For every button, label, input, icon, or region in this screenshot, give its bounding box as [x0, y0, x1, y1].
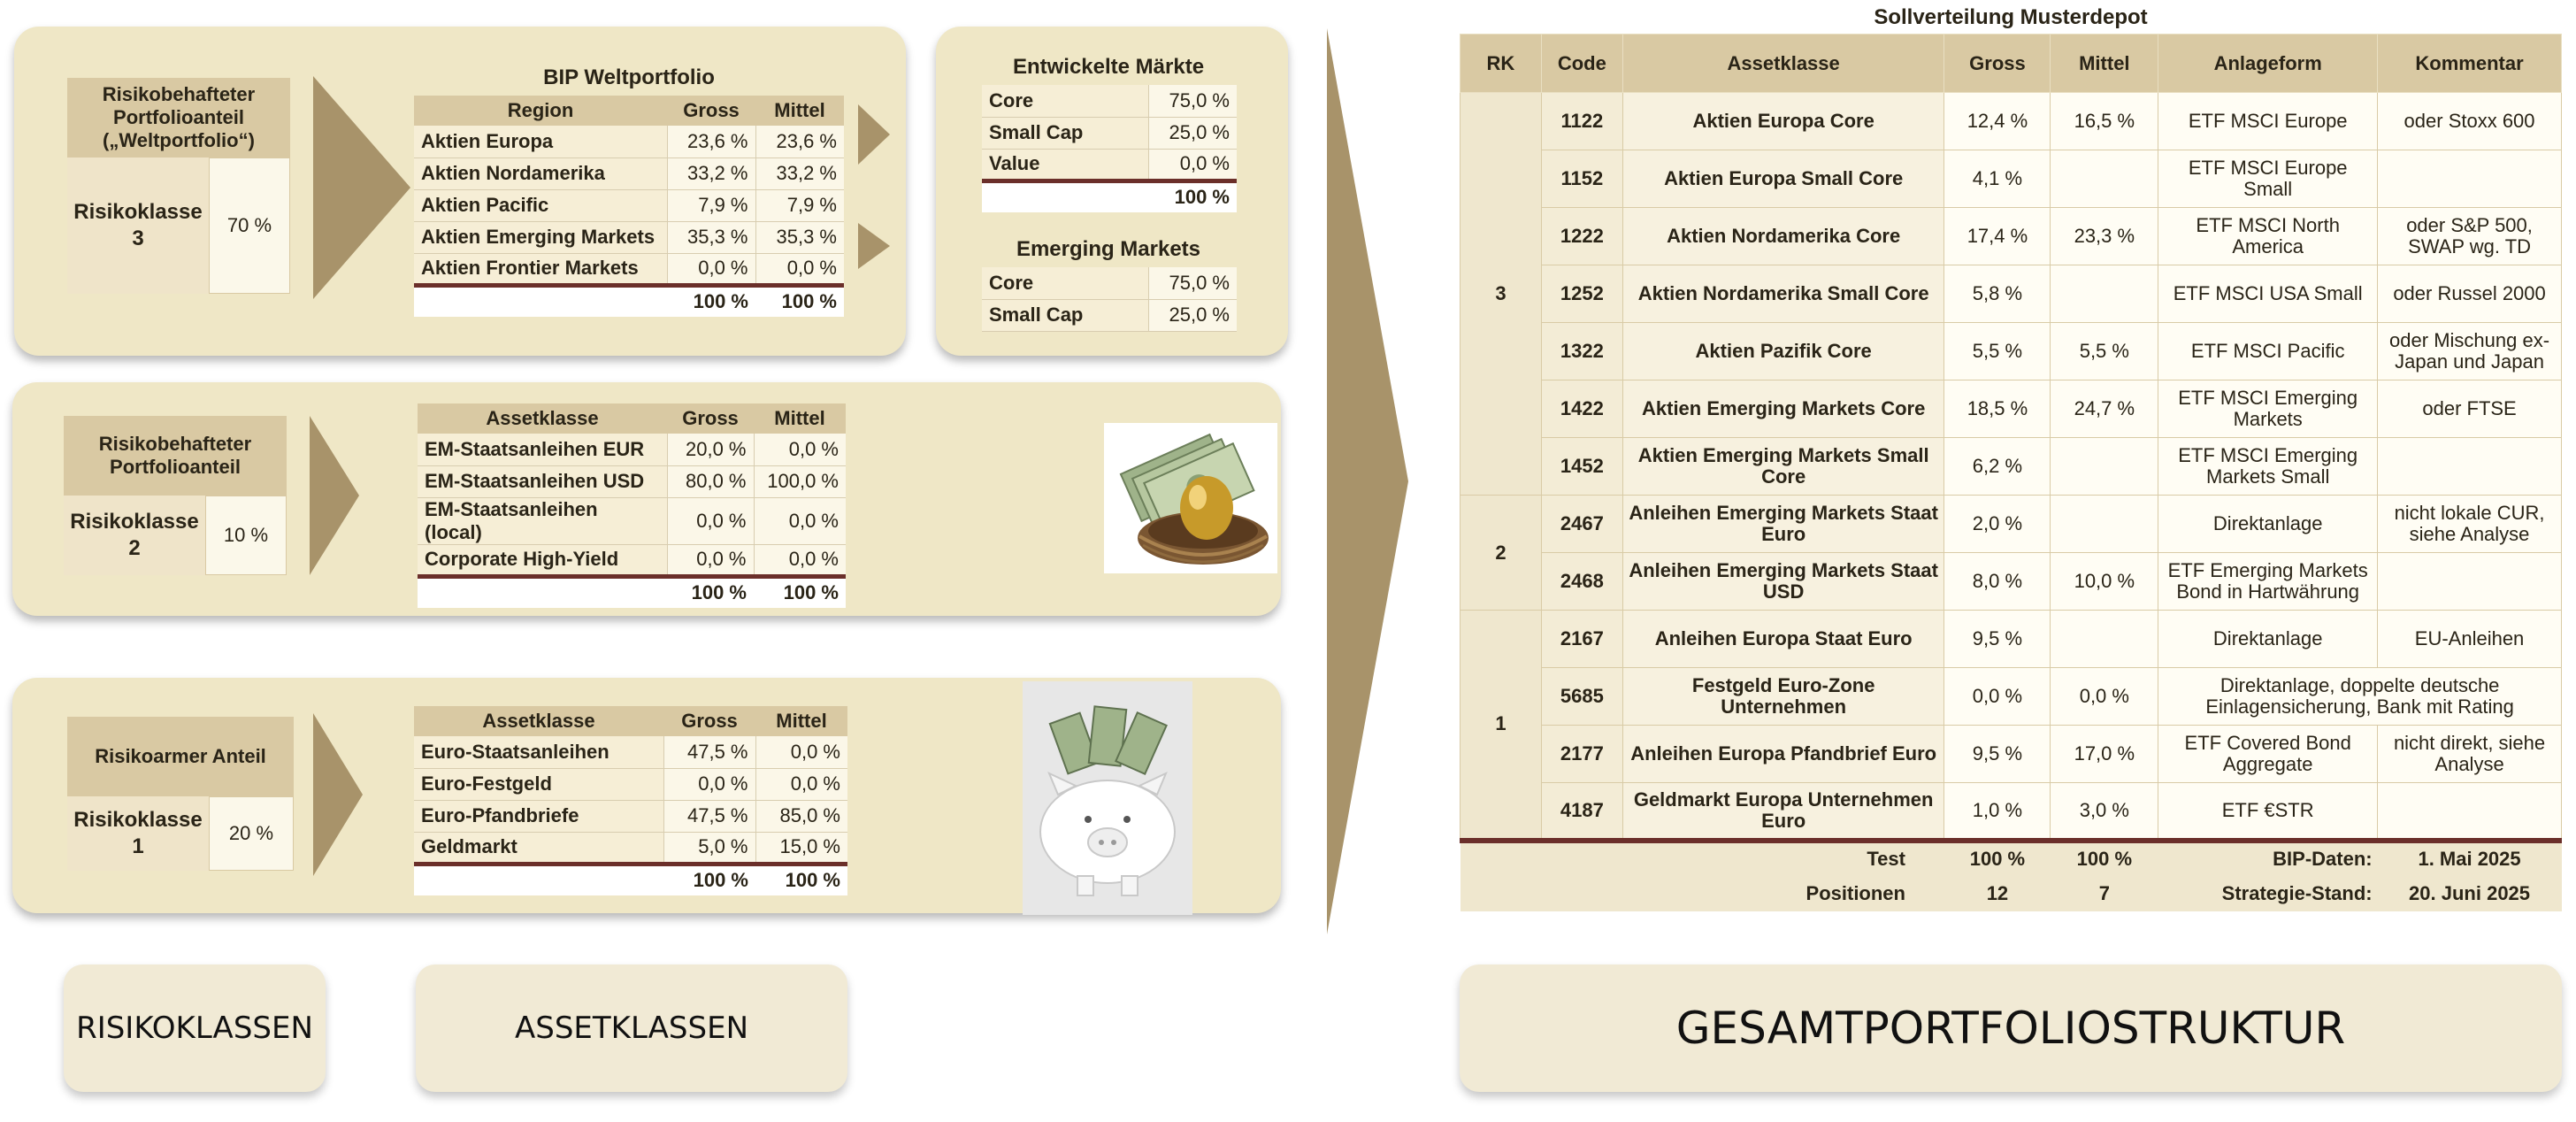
- cell-name: Euro-Staatsanleihen: [414, 736, 663, 768]
- sum-value: 100 %: [667, 285, 755, 317]
- col-header: Assetklasse: [418, 403, 667, 434]
- cell-gross: 9,5 %: [1944, 726, 2051, 783]
- cell-kommentar: [2378, 150, 2562, 208]
- cell-name: Euro-Pfandbriefe: [414, 800, 663, 832]
- arrow-right-icon: [313, 713, 363, 876]
- footer-mittel: 100 %: [2051, 841, 2158, 876]
- risk-class-percent: 70 %: [209, 158, 290, 294]
- cell-kommentar: EU-Anleihen: [2378, 611, 2562, 668]
- cell-code: 2467: [1541, 496, 1622, 553]
- table-row: [1460, 496, 2562, 553]
- risk-box-head: Risikobehafteter Portfolioanteil („Weltportfolio“): [67, 78, 290, 158]
- arrow-right-icon: [858, 223, 890, 269]
- col-header: Mittel: [755, 96, 844, 126]
- cell-anlageform: Direktanlage: [2158, 611, 2378, 668]
- main-table-title: Sollverteilung Musterdepot: [1874, 5, 2148, 29]
- cell-value: 25,0 %: [1148, 299, 1237, 331]
- cell-kommentar: oder FTSE: [2378, 380, 2562, 438]
- col-header-anlageform: Anlageform: [2158, 35, 2378, 93]
- table-row: [418, 465, 846, 497]
- cell-value: 47,5 %: [663, 800, 755, 832]
- cell-rk: 2: [1460, 496, 1542, 611]
- developed-table: [982, 85, 1237, 212]
- cell-name: Aktien Europa: [414, 126, 667, 158]
- table-row: [414, 768, 847, 800]
- cell-gross: 18,5 %: [1944, 380, 2051, 438]
- cell-assetklasse: Aktien Europa Small Core: [1622, 150, 1944, 208]
- col-header: Assetklasse: [414, 706, 663, 736]
- table-row: [418, 544, 846, 576]
- cell-gross: 8,0 %: [1944, 553, 2051, 611]
- cell-anlageform: ETF Covered Bond Aggregate: [2158, 726, 2378, 783]
- cell-code: 2177: [1541, 726, 1622, 783]
- col-header-code: Code: [1541, 35, 1622, 93]
- footer-value: 20. Juni 2025: [2378, 876, 2562, 911]
- cell-code: 1422: [1541, 380, 1622, 438]
- table-row: [414, 158, 844, 189]
- cell-gross: 17,4 %: [1944, 208, 2051, 265]
- cell-value: 23,6 %: [667, 126, 755, 158]
- cell-assetklasse: Aktien Nordamerika Core: [1622, 208, 1944, 265]
- cell-anlageform: ETF MSCI Europe: [2158, 93, 2378, 150]
- cell-name: Corporate High-Yield: [418, 544, 667, 576]
- cell-assetklasse: Aktien Europa Core: [1622, 93, 1944, 150]
- cell-value: 0,0 %: [754, 434, 846, 465]
- cell-mittel: 5,5 %: [2051, 323, 2158, 380]
- label-risikoklassen: RISIKOKLASSEN: [64, 964, 326, 1092]
- cell-name: EM-Staatsanleihen USD: [418, 465, 667, 497]
- cell-code: 1122: [1541, 93, 1622, 150]
- rk2-table: [418, 403, 846, 608]
- big-arrow-right-icon: [1327, 28, 1408, 934]
- cell-name: Value: [982, 149, 1148, 181]
- col-header: Mittel: [755, 706, 847, 736]
- cell-code: 1222: [1541, 208, 1622, 265]
- risk-class-label: Risikoklasse 1: [67, 796, 209, 871]
- table-row: [982, 117, 1237, 149]
- cell-gross: 2,0 %: [1944, 496, 2051, 553]
- cell-assetklasse: Anleihen Emerging Markets Staat Euro: [1622, 496, 1944, 553]
- table-row: [982, 149, 1237, 181]
- cell-value: 0,0 %: [755, 253, 844, 285]
- col-header-kommentar: Kommentar: [2378, 35, 2562, 93]
- cell-anlageform: ETF MSCI Emerging Markets Small: [2158, 438, 2378, 496]
- cell-value: 20,0 %: [667, 434, 754, 465]
- cell-mittel: 16,5 %: [2051, 93, 2158, 150]
- col-header: Gross: [667, 96, 755, 126]
- col-header-assetklasse: Assetklasse: [1622, 35, 1944, 93]
- cell-gross: 4,1 %: [1944, 150, 2051, 208]
- footer-label: Positionen: [1460, 876, 1944, 911]
- col-header-gross: Gross: [1944, 35, 2051, 93]
- col-header: Gross: [663, 706, 755, 736]
- table-row: [1460, 726, 2562, 783]
- cell-code: 2167: [1541, 611, 1622, 668]
- cell-mittel: [2051, 496, 2158, 553]
- cell-assetklasse: Festgeld Euro-Zone Unternehmen: [1622, 668, 1944, 726]
- table-row: [1460, 93, 2562, 150]
- table-row: [414, 126, 844, 158]
- table-row: [1460, 380, 2562, 438]
- cell-mittel: 17,0 %: [2051, 726, 2158, 783]
- cell-kommentar: oder Mischung ex-Japan und Japan: [2378, 323, 2562, 380]
- cell-value: 100,0 %: [754, 465, 846, 497]
- cell-code: 1322: [1541, 323, 1622, 380]
- cell-value: 0,0 %: [1148, 149, 1237, 181]
- risk-class-label: Risikoklasse 2: [64, 496, 205, 575]
- footer-key: BIP-Daten:: [2158, 841, 2378, 876]
- table-row: [418, 497, 846, 544]
- sum-value: 100 %: [754, 576, 846, 608]
- cell-mittel: 24,7 %: [2051, 380, 2158, 438]
- sum-value: 100 %: [755, 285, 844, 317]
- cell-name: Aktien Pacific: [414, 189, 667, 221]
- table-row: [414, 189, 844, 221]
- rk1-table: [414, 706, 847, 895]
- cell-assetklasse: Aktien Nordamerika Small Core: [1622, 265, 1944, 323]
- cell-mittel: [2051, 265, 2158, 323]
- cell-kommentar: nicht direkt, siehe Analyse: [2378, 726, 2562, 783]
- cell-value: 0,0 %: [667, 544, 754, 576]
- cell-value: 80,0 %: [667, 465, 754, 497]
- sum-value: 100 %: [663, 864, 755, 895]
- sollverteilung-table: [1460, 34, 2562, 911]
- cell-rk: 3: [1460, 93, 1542, 496]
- cell-name: Aktien Nordamerika: [414, 158, 667, 189]
- label-gesamtportfoliostruktur: GESAMTPORTFOLIOSTRUKTUR: [1460, 964, 2562, 1092]
- table-row: [414, 832, 847, 864]
- cell-mittel: 0,0 %: [2051, 668, 2158, 726]
- footer-gross: 12: [1944, 876, 2051, 911]
- bip-table: [414, 96, 844, 317]
- cell-anlageform: ETF MSCI Emerging Markets: [2158, 380, 2378, 438]
- cell-value: 75,0 %: [1148, 85, 1237, 117]
- bip-table-title: BIP Weltportfolio: [543, 65, 715, 89]
- cell-value: 23,6 %: [755, 126, 844, 158]
- cell-value: 47,5 %: [663, 736, 755, 768]
- developed-table-title: Entwickelte Märkte: [1012, 55, 1205, 79]
- cell-assetklasse: Anleihen Emerging Markets Staat USD: [1622, 553, 1944, 611]
- cell-value: 15,0 %: [755, 832, 847, 864]
- cell-kommentar: [2378, 783, 2562, 841]
- cell-value: 0,0 %: [754, 544, 846, 576]
- cell-anlageform: ETF MSCI Europe Small: [2158, 150, 2378, 208]
- cell-anlageform: ETF MSCI USA Small: [2158, 265, 2378, 323]
- cell-gross: 5,5 %: [1944, 323, 2051, 380]
- cell-mittel: 10,0 %: [2051, 553, 2158, 611]
- cell-value: 33,2 %: [667, 158, 755, 189]
- cell-name: EM-Staatsanleihen (local): [418, 497, 667, 544]
- cell-code: 1252: [1541, 265, 1622, 323]
- risk-class-percent: 20 %: [209, 796, 294, 871]
- sum-row: [414, 864, 847, 895]
- table-row: [418, 434, 846, 465]
- risk-box-head: Risikobehafteter Portfolioanteil: [64, 416, 287, 496]
- cell-value: 25,0 %: [1148, 117, 1237, 149]
- cell-assetklasse: Anleihen Europa Pfandbrief Euro: [1622, 726, 1944, 783]
- cell-value: 75,0 %: [1148, 267, 1237, 299]
- col-header-rk: RK: [1460, 35, 1542, 93]
- cell-value: 0,0 %: [667, 253, 755, 285]
- arrow-right-icon: [858, 104, 890, 165]
- cell-name: Small Cap: [982, 117, 1148, 149]
- cell-name: Small Cap: [982, 299, 1148, 331]
- table-row: [982, 267, 1237, 299]
- cell-anlageform: Direktanlage, doppelte deutsche Einlagensicherung, Bank mit Rating: [2158, 668, 2562, 726]
- cell-code: 4187: [1541, 783, 1622, 841]
- cell-value: 35,3 %: [667, 221, 755, 253]
- cell-value: 35,3 %: [755, 221, 844, 253]
- cell-mittel: [2051, 150, 2158, 208]
- table-row: [1460, 438, 2562, 496]
- cell-anlageform: ETF €STR: [2158, 783, 2378, 841]
- sum-row: [418, 576, 846, 608]
- footer-key: Strategie-Stand:: [2158, 876, 2378, 911]
- footer-mittel: 7: [2051, 876, 2158, 911]
- sum-row: [982, 181, 1237, 212]
- sum-value: 100 %: [1148, 181, 1237, 212]
- table-row: [1460, 323, 2562, 380]
- cell-mittel: [2051, 611, 2158, 668]
- cell-gross: 9,5 %: [1944, 611, 2051, 668]
- cell-kommentar: oder S&P 500, SWAP wg. TD: [2378, 208, 2562, 265]
- cell-code: 2468: [1541, 553, 1622, 611]
- emerging-table-title: Emerging Markets: [1016, 237, 1201, 261]
- cell-value: 0,0 %: [754, 497, 846, 544]
- cell-mittel: 3,0 %: [2051, 783, 2158, 841]
- cell-value: 0,0 %: [755, 736, 847, 768]
- cell-value: 5,0 %: [663, 832, 755, 864]
- cell-kommentar: [2378, 438, 2562, 496]
- cell-assetklasse: Geldmarkt Europa Unternehmen Euro: [1622, 783, 1944, 841]
- money-nest-image: [1104, 423, 1277, 573]
- cell-kommentar: nicht lokale CUR, siehe Analyse: [2378, 496, 2562, 553]
- cell-value: 0,0 %: [755, 768, 847, 800]
- cell-value: 33,2 %: [755, 158, 844, 189]
- footer-row: [1460, 876, 2562, 911]
- cell-assetklasse: Aktien Pazifik Core: [1622, 323, 1944, 380]
- cell-name: Core: [982, 85, 1148, 117]
- cell-mittel: [2051, 438, 2158, 496]
- cell-gross: 12,4 %: [1944, 93, 2051, 150]
- footer-gross: 100 %: [1944, 841, 2051, 876]
- cell-gross: 0,0 %: [1944, 668, 2051, 726]
- arrow-right-icon: [313, 76, 410, 299]
- table-row: [1460, 783, 2562, 841]
- sum-row: [414, 285, 844, 317]
- cell-kommentar: oder Russel 2000: [2378, 265, 2562, 323]
- cell-gross: 6,2 %: [1944, 438, 2051, 496]
- risk-class-percent: 10 %: [205, 496, 287, 575]
- table-row: [414, 221, 844, 253]
- risk-box-head: Risikoarmer Anteil: [67, 717, 294, 796]
- cell-mittel: 23,3 %: [2051, 208, 2158, 265]
- label-assetklassen: ASSETKLASSEN: [416, 964, 847, 1092]
- table-row: [1460, 265, 2562, 323]
- cell-name: EM-Staatsanleihen EUR: [418, 434, 667, 465]
- table-row: [1460, 611, 2562, 668]
- cell-anlageform: ETF MSCI Pacific: [2158, 323, 2378, 380]
- cell-gross: 1,0 %: [1944, 783, 2051, 841]
- cell-code: 1452: [1541, 438, 1622, 496]
- footer-row: [1460, 841, 2562, 876]
- cell-name: Geldmarkt: [414, 832, 663, 864]
- sum-value: 100 %: [667, 576, 754, 608]
- footer-label: Test: [1460, 841, 1944, 876]
- table-row: [1460, 150, 2562, 208]
- emerging-table: [982, 267, 1237, 332]
- piggy-bank-icon: [1023, 681, 1192, 915]
- cell-name: Aktien Frontier Markets: [414, 253, 667, 285]
- cell-anlageform: ETF Emerging Markets Bond in Hartwährung: [2158, 553, 2378, 611]
- cell-anlageform: Direktanlage: [2158, 496, 2378, 553]
- cell-name: Core: [982, 267, 1148, 299]
- cell-assetklasse: Anleihen Europa Staat Euro: [1622, 611, 1944, 668]
- cell-code: 5685: [1541, 668, 1622, 726]
- cell-assetklasse: Aktien Emerging Markets Core: [1622, 380, 1944, 438]
- col-header: Gross: [667, 403, 754, 434]
- table-row: [414, 736, 847, 768]
- table-row: [1460, 668, 2562, 726]
- cell-value: 7,9 %: [667, 189, 755, 221]
- col-header: Mittel: [754, 403, 846, 434]
- cell-name: Aktien Emerging Markets: [414, 221, 667, 253]
- golden-egg-nest-icon: [1104, 423, 1277, 573]
- table-row: [982, 299, 1237, 331]
- table-row: [982, 85, 1237, 117]
- cell-value: 7,9 %: [755, 189, 844, 221]
- footer-value: 1. Mai 2025: [2378, 841, 2562, 876]
- table-row: [414, 253, 844, 285]
- cell-kommentar: oder Stoxx 600: [2378, 93, 2562, 150]
- table-row: [1460, 553, 2562, 611]
- cell-name: Euro-Festgeld: [414, 768, 663, 800]
- table-row: [414, 800, 847, 832]
- cell-code: 1152: [1541, 150, 1622, 208]
- cell-value: 0,0 %: [667, 497, 754, 544]
- arrow-right-icon: [310, 416, 359, 575]
- cell-assetklasse: Aktien Emerging Markets Small Core: [1622, 438, 1944, 496]
- cell-value: 0,0 %: [663, 768, 755, 800]
- piggy-bank-image: [1023, 681, 1192, 915]
- col-header-mittel: Mittel: [2051, 35, 2158, 93]
- cell-anlageform: ETF MSCI North America: [2158, 208, 2378, 265]
- cell-rk: 1: [1460, 611, 1542, 841]
- risk-class-label: Risikoklasse 3: [67, 158, 209, 294]
- sum-value: 100 %: [755, 864, 847, 895]
- cell-value: 85,0 %: [755, 800, 847, 832]
- cell-gross: 5,8 %: [1944, 265, 2051, 323]
- cell-kommentar: [2378, 553, 2562, 611]
- col-header: Region: [414, 96, 667, 126]
- table-row: [1460, 208, 2562, 265]
